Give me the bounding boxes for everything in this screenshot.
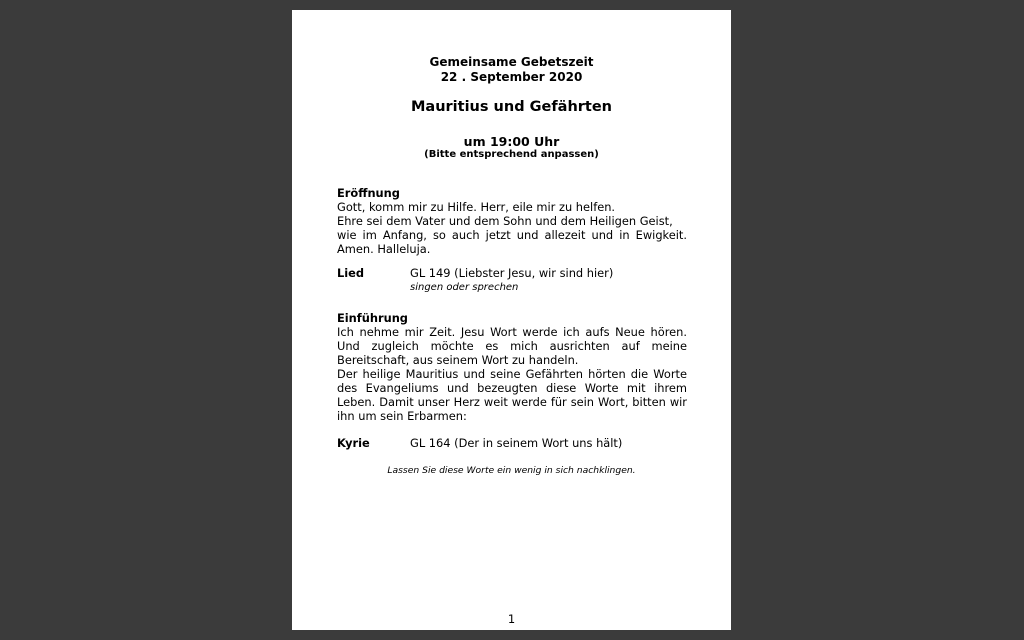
time-label: um 19:00 Uhr: [463, 134, 560, 149]
eroeffnung-line-1: Gott, komm mir zu Hilfe. Herr, eile mir zu helfen.: [337, 200, 616, 214]
einfuehrung-paragraph-1: Ich nehme mir Zeit. Jesu Wort werde ich aufs Neue hören. Und zugleich möchte es mich ausrichten auf meine Bereitschaft, aus seinem Wort zu handeln.: [337, 325, 687, 367]
section-einfuehrung: [337, 311, 687, 423]
eroeffnung-line-2: Ehre sei dem Vater und dem Sohn und dem Heiligen Geist,: [337, 214, 673, 228]
kyrie-label: Kyrie: [337, 436, 370, 450]
header-title-block: [292, 55, 731, 85]
section-heading-einfuehrung: Einführung: [337, 311, 408, 325]
time-note: (Bitte entsprechend anpassen): [424, 149, 599, 160]
eroeffnung-line-3: wie im Anfang, so auch jetzt und allezeit und in Ewigkeit.: [337, 228, 687, 242]
header-date: 22 . September 2020: [440, 70, 583, 84]
einfuehrung-paragraph-2: Der heilige Mauritius und seine Gefährten hörten die Worte des Evangeliums und bezeugten diese Worte mit ihrem Leben. Damit unser Herz weit werde für sein Wort, bitten wir ihn um sein Erbarmen:: [337, 367, 687, 423]
eroeffnung-line-4: Amen. Halleluja.: [337, 242, 431, 256]
page-number: 1: [507, 612, 516, 626]
lied-subnote: singen oder sprechen: [410, 282, 519, 293]
section-eroeffnung: [337, 186, 687, 256]
lied-label: Lied: [337, 266, 365, 280]
document-page: [292, 10, 731, 630]
section-heading-eroeffnung: Eröffnung: [337, 186, 400, 200]
header-line1: Gemeinsame Gebetszeit: [429, 55, 594, 69]
page-title: Mauritius und Gefährten: [410, 99, 613, 115]
closing-note: Lassen Sie diese Worte ein wenig in sich nachklingen.: [387, 465, 636, 476]
kyrie-value: GL 164 (Der in seinem Wort uns hält): [410, 436, 623, 450]
lied-value: GL 149 (Liebster Jesu, wir sind hier): [410, 266, 614, 280]
